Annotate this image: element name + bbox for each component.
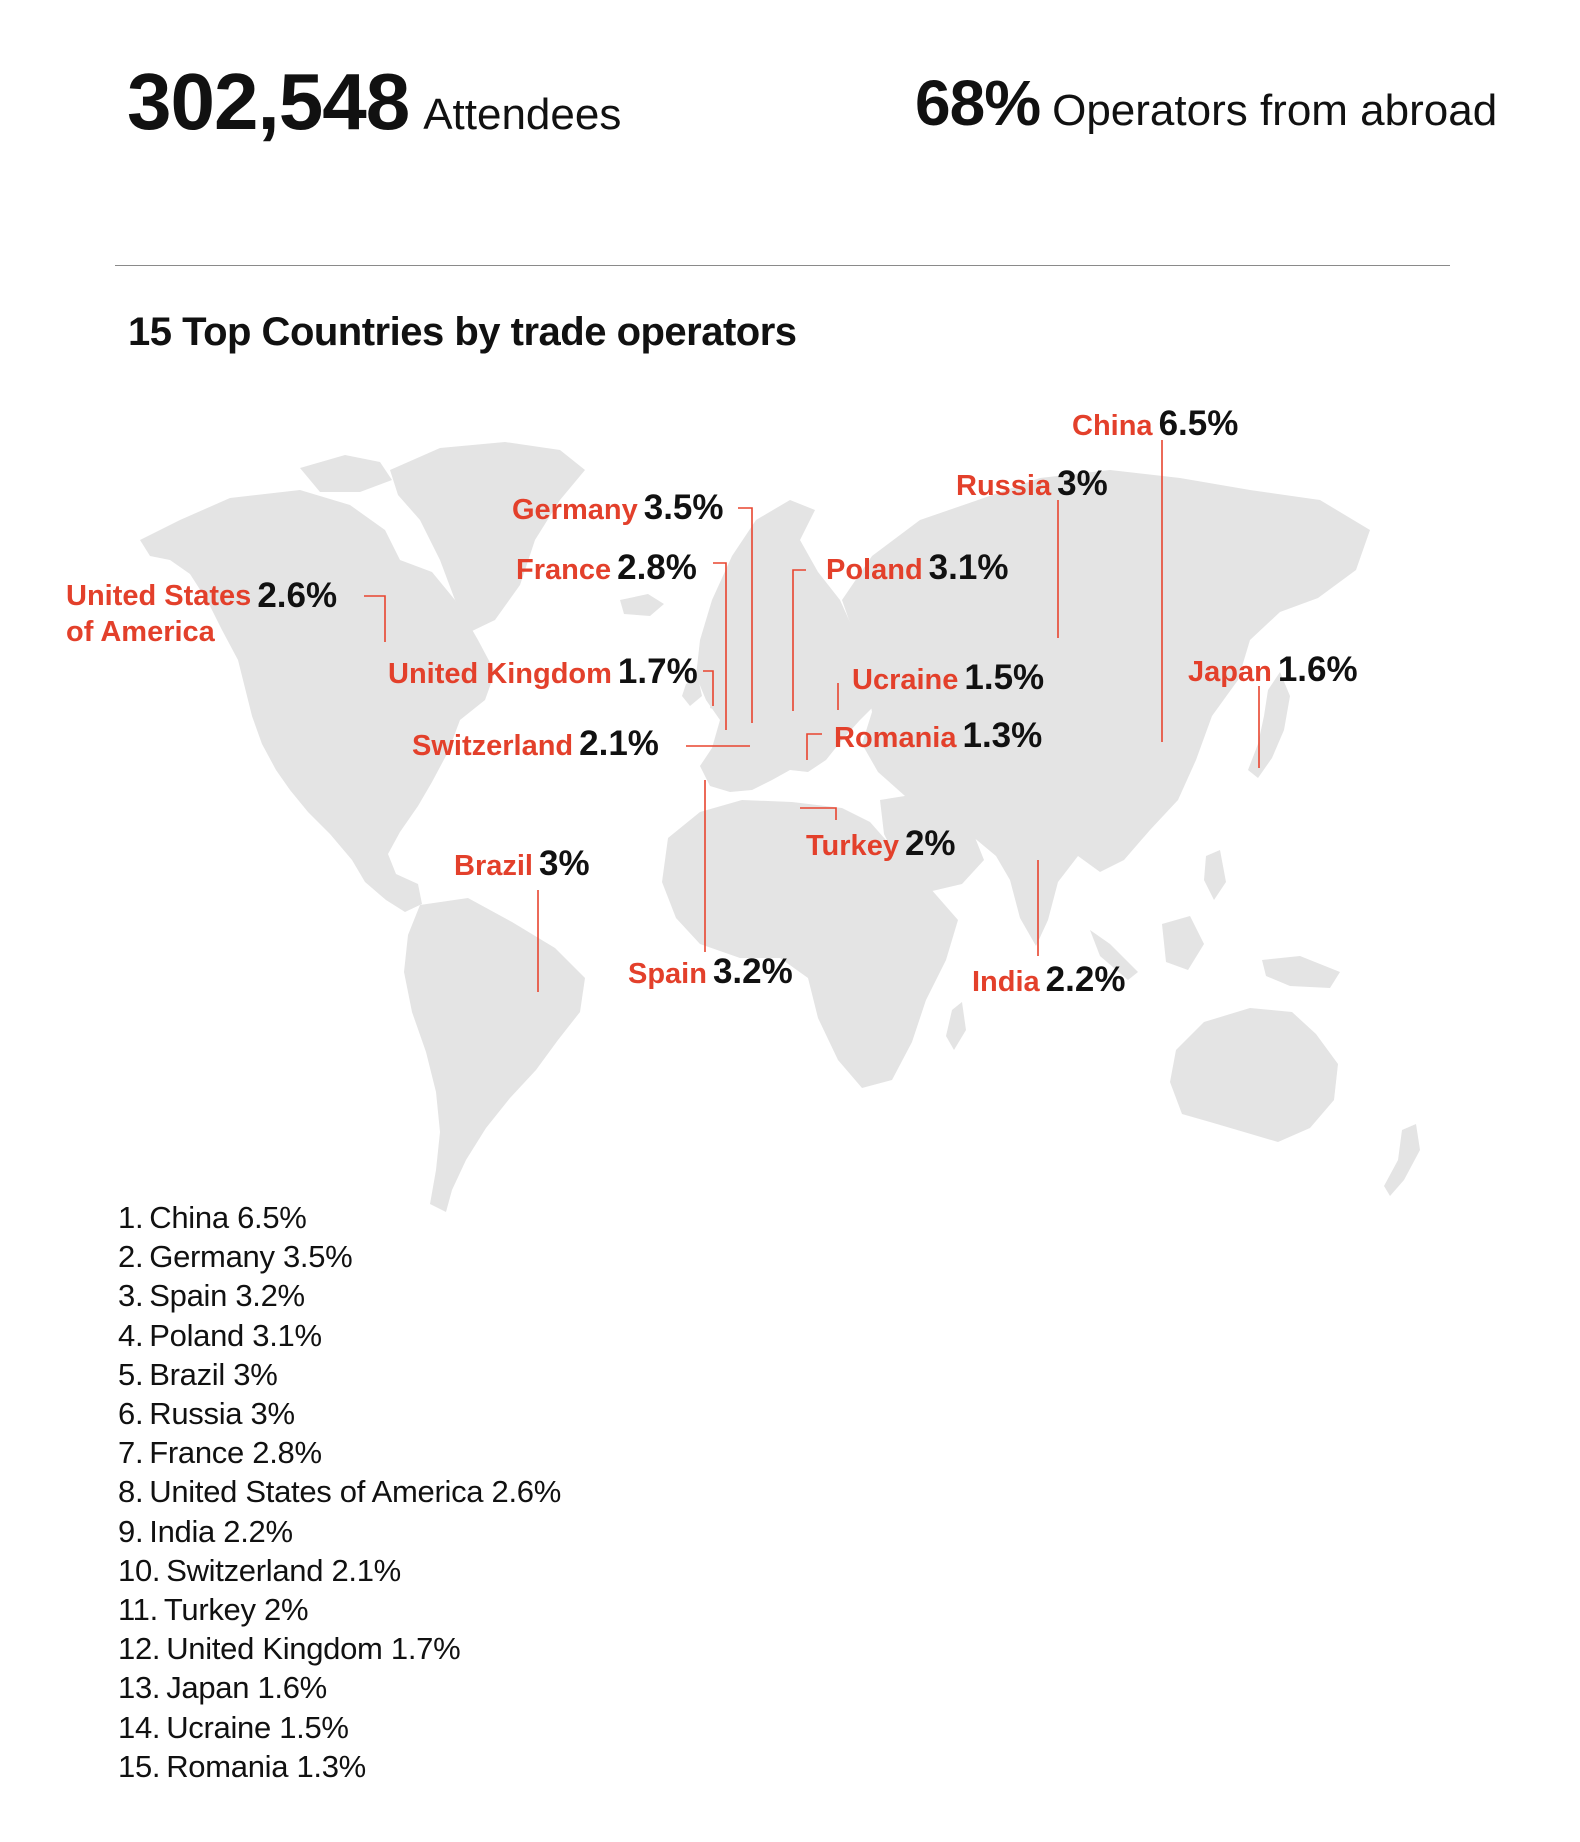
ranking-text: Brazil 3%	[149, 1356, 278, 1392]
callout-romania-name: Romania	[834, 722, 957, 754]
callout-germany-pct: 3.5%	[643, 488, 724, 527]
callout-brazil	[454, 846, 590, 881]
callout-poland-name: Poland	[826, 554, 923, 586]
land-arctic-islands	[300, 455, 392, 492]
ranking-item	[118, 1433, 561, 1472]
ranking-item	[118, 1198, 561, 1237]
ranking-item	[118, 1355, 561, 1394]
ranking-item	[118, 1747, 561, 1786]
ranking-rank: 11.	[118, 1592, 158, 1628]
callout-romania	[834, 718, 1042, 753]
ranking-item	[118, 1512, 561, 1551]
callout-germany	[512, 490, 724, 525]
ranking-text: Ucraine 1.5%	[166, 1709, 349, 1745]
ranking-rank: 1.	[118, 1200, 144, 1235]
callout-ukraine	[852, 660, 1044, 695]
callout-usa-name-line2: of America	[66, 616, 215, 649]
callout-india	[972, 962, 1125, 997]
ranking-rank: 6.	[118, 1396, 144, 1432]
callout-india-name: India	[972, 966, 1040, 998]
callout-germany-name: Germany	[512, 494, 638, 526]
ranking-item	[118, 1668, 561, 1707]
landmasses	[140, 442, 1420, 1212]
callout-japan-name: Japan	[1188, 656, 1272, 688]
ranking-item	[118, 1629, 561, 1668]
ranking-item	[118, 1237, 561, 1276]
callout-france-pct: 2.8%	[617, 548, 697, 587]
attendees-label: Attendees	[423, 90, 622, 139]
callout-romania-pct: 1.3%	[962, 716, 1043, 755]
ranking-text: France 2.8%	[149, 1435, 322, 1471]
ranking-rank: 12.	[118, 1631, 161, 1667]
ranking-item	[118, 1590, 561, 1629]
callout-ukraine-pct: 1.5%	[964, 658, 1045, 697]
attendees-value: 302,548	[127, 57, 410, 146]
abroad-label: Operators from abroad	[1052, 86, 1498, 135]
callout-poland-pct: 3.1%	[928, 548, 1009, 587]
callout-uk-pct: 1.7%	[617, 652, 698, 691]
land-madagascar	[946, 1002, 966, 1050]
land-new-guinea	[1262, 956, 1340, 988]
ranking-rank: 9.	[118, 1513, 144, 1549]
callout-france	[516, 550, 697, 585]
callout-china-name: China	[1072, 410, 1153, 442]
callout-switzerland-name: Switzerland	[412, 730, 574, 762]
ranking-rank: 14.	[118, 1709, 161, 1745]
ranking-rank: 7.	[118, 1435, 144, 1471]
ranking-item	[118, 1394, 561, 1433]
ranking-text: Japan 1.6%	[166, 1670, 327, 1706]
callout-japan-pct: 1.6%	[1277, 650, 1358, 689]
ranking-text: Germany 3.5%	[149, 1239, 353, 1275]
callout-brazil-pct: 3%	[538, 844, 590, 883]
ranking-text: United States of America 2.6%	[149, 1474, 562, 1510]
callout-russia-name: Russia	[956, 470, 1052, 502]
callout-uk	[388, 654, 698, 689]
section-title: 15 Top Countries by trade operators	[128, 310, 797, 354]
ranking-rank: 3.	[118, 1278, 144, 1314]
callout-turkey-pct: 2%	[904, 824, 956, 863]
callout-russia-pct: 3%	[1057, 464, 1108, 503]
ranking-text: China 6.5%	[149, 1200, 307, 1235]
ranking-rank: 8.	[118, 1474, 144, 1510]
callout-china-pct: 6.5%	[1158, 404, 1239, 443]
callout-usa	[66, 578, 337, 651]
ranking-text: United Kingdom 1.7%	[166, 1631, 461, 1667]
land-iceland	[620, 594, 664, 616]
callout-brazil-name: Brazil	[454, 850, 533, 882]
callout-turkey	[806, 826, 956, 861]
callout-usa-pct: 2.6%	[257, 576, 338, 615]
land-australia	[1170, 1008, 1338, 1142]
land-new-zealand	[1384, 1124, 1420, 1196]
ranking-text: Switzerland 2.1%	[166, 1552, 401, 1588]
abroad-value: 68%	[915, 67, 1041, 139]
ranking-rank: 15.	[118, 1748, 161, 1784]
ranking-text: Romania 1.3%	[166, 1748, 366, 1784]
ranking-rank: 13.	[118, 1670, 161, 1706]
ranking-text: Spain 3.2%	[149, 1278, 305, 1314]
callout-ukraine-name: Ucraine	[852, 664, 959, 696]
land-philippines	[1204, 850, 1226, 900]
callout-poland	[826, 550, 1008, 585]
ranking-rank: 10.	[118, 1552, 161, 1588]
ranking-text: Turkey 2%	[163, 1592, 309, 1628]
ranking-item	[118, 1551, 561, 1590]
callout-india-pct: 2.2%	[1045, 960, 1126, 999]
callout-japan	[1188, 652, 1358, 687]
callout-usa-name-line1: United States	[66, 580, 252, 612]
ranking-item	[118, 1276, 561, 1315]
callout-france-name: France	[516, 554, 612, 586]
callout-switzerland	[412, 726, 659, 761]
callout-spain-name: Spain	[628, 958, 707, 990]
land-borneo	[1162, 916, 1204, 970]
ranking-rank: 5.	[118, 1356, 144, 1392]
ranking-rank: 2.	[118, 1239, 144, 1275]
ranking-text: Russia 3%	[149, 1396, 295, 1432]
callout-uk-name: United Kingdom	[388, 658, 612, 690]
ranking-item	[118, 1472, 561, 1511]
callout-switzerland-pct: 2.1%	[579, 724, 659, 763]
ranking-text: Poland 3.1%	[149, 1317, 322, 1353]
callout-russia	[956, 466, 1108, 501]
callout-china	[1072, 406, 1238, 441]
ranking-item	[118, 1316, 561, 1355]
ranking-list	[118, 1198, 561, 1786]
callout-turkey-name: Turkey	[806, 830, 899, 862]
ranking-rank: 4.	[118, 1317, 144, 1353]
ranking-text: India 2.2%	[149, 1513, 293, 1549]
callout-spain-pct: 3.2%	[712, 952, 793, 991]
callout-spain	[628, 954, 793, 989]
ranking-item	[118, 1708, 561, 1747]
land-south-america	[404, 898, 585, 1212]
